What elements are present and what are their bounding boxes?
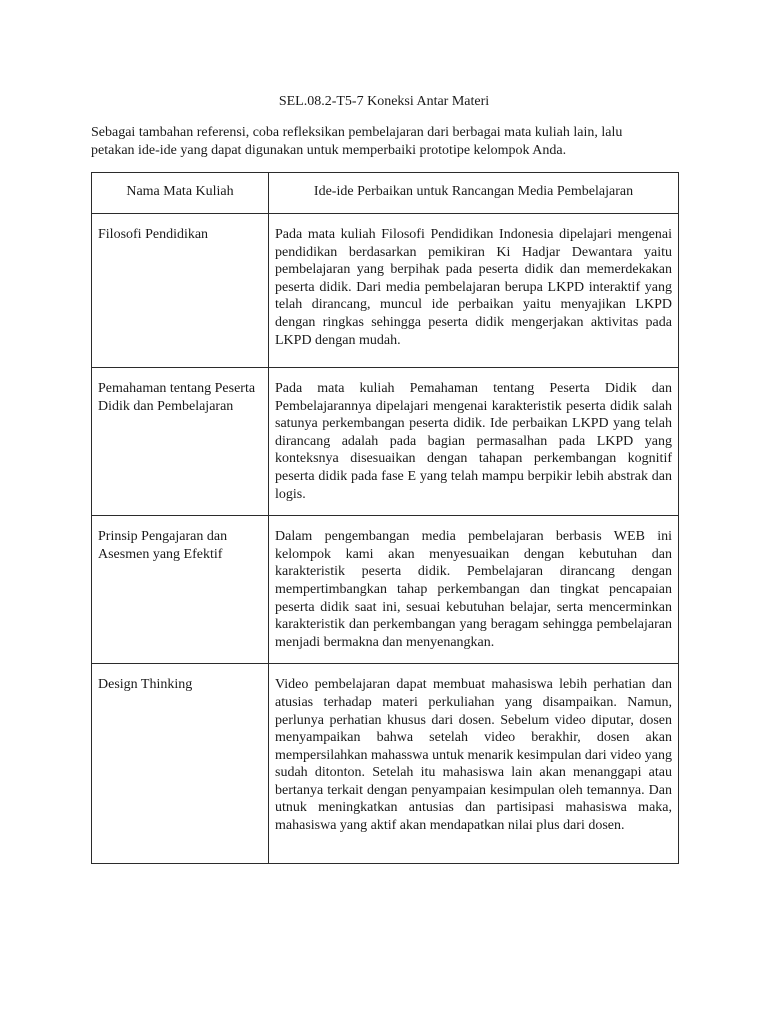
table-row [92,214,679,368]
table-row [92,516,679,664]
table-row [92,664,679,864]
table-header-row [92,173,679,214]
course-name-cell: Filosofi Pendidikan [92,214,269,368]
intro-line-2: petakan ide-ide yang dapat digunakan untuk memperbaiki prototipe kelompok Anda. [91,142,567,158]
intro-line-1: Sebagai tambahan referensi, coba refleksikan pembelajaran dari berbagai mata kuliah lain, lalu [91,125,623,140]
ideas-cell: Pada mata kuliah Pemahaman tentang Peserta Didik dan Pembelajarannya dipelajari mengenai karakteristik peserta didik salah satunya perkembangan peserta didik. Ide perbaikan LKPD yang telah dirancang adalah pada bagian permasalhan pada LKPD yang konteksnya disesuaikan dengan tahapan perkembangan kognitif peserta didik pada fase E yang telah mampu berpikir lebih abstrak dan logis. [269,368,679,516]
header-improvement-ideas: Ide-ide Perbaikan untuk Rancangan Media Pembelajaran [269,173,679,214]
ideas-cell: Dalam pengembangan media pembelajaran berbasis WEB ini kelompok kami akan menyesuaikan dengan kebutuhan dan karakteristik peserta didik. Pembelajaran dirancang dengan mempertimbangkan tahap perkembangan dan tingkat pencapaian peserta didik saat ini, sesuai kebutuhan belajar, serta mencerminkan karakteristik dan perkembangan yang beragam sehingga pembelajaran menjadi bermakna dan menyenangkan. [269,516,679,664]
intro-paragraph [91,124,681,159]
document-title: SEL.08.2-T5-7 Koneksi Antar Materi [278,94,490,109]
course-name-cell: Prinsip Pengajaran dan Asesmen yang Efektif [92,516,269,664]
ideas-cell: Pada mata kuliah Filosofi Pendidikan Indonesia dipelajari mengenai pendidikan berdasarkan pemikiran Ki Hadjar Dewantara yaitu pembelajaran yang berpihak pada peserta didik dan memerdekakan peserta didik. Dari media pembelajaran berupa LKPD interaktif yang telah dirancang, muncul ide perbaikan yaitu menyajikan LKPD dengan ringkas sehingga peserta didik mengerjakan aktivitas pada LKPD dengan mudah. [269,214,679,368]
course-name-cell: Pemahaman tentang Peserta Didik dan Pembelajaran [92,368,269,516]
table-row [92,368,679,516]
reflection-table [91,172,679,864]
course-name-cell: Design Thinking [92,664,269,864]
ideas-cell: Video pembelajaran dapat membuat mahasiswa lebih perhatian dan atusias terhadap materi perkuliahan yang disampaikan. Namun, perlunya perhatian khusus dari dosen. Sebelum video diputar, dosen menyampaikan bahwa setelah video berakhir, dosen akan mempersilahkan mahasswa untuk menarik kesimpulan dari video yang sudah ditonton. Setelah itu mahasiswa lain akan menanggapi atau bertanya terkait dengan penyampaian kesimpulan oleh temannya. Dan utnuk meningkatkan antusias dan partisipasi mahasiswa maka, mahasiswa yang aktif akan mendapatkan nilai plus dari dosen. [269,664,679,864]
header-course-name: Nama Mata Kuliah [92,173,269,214]
